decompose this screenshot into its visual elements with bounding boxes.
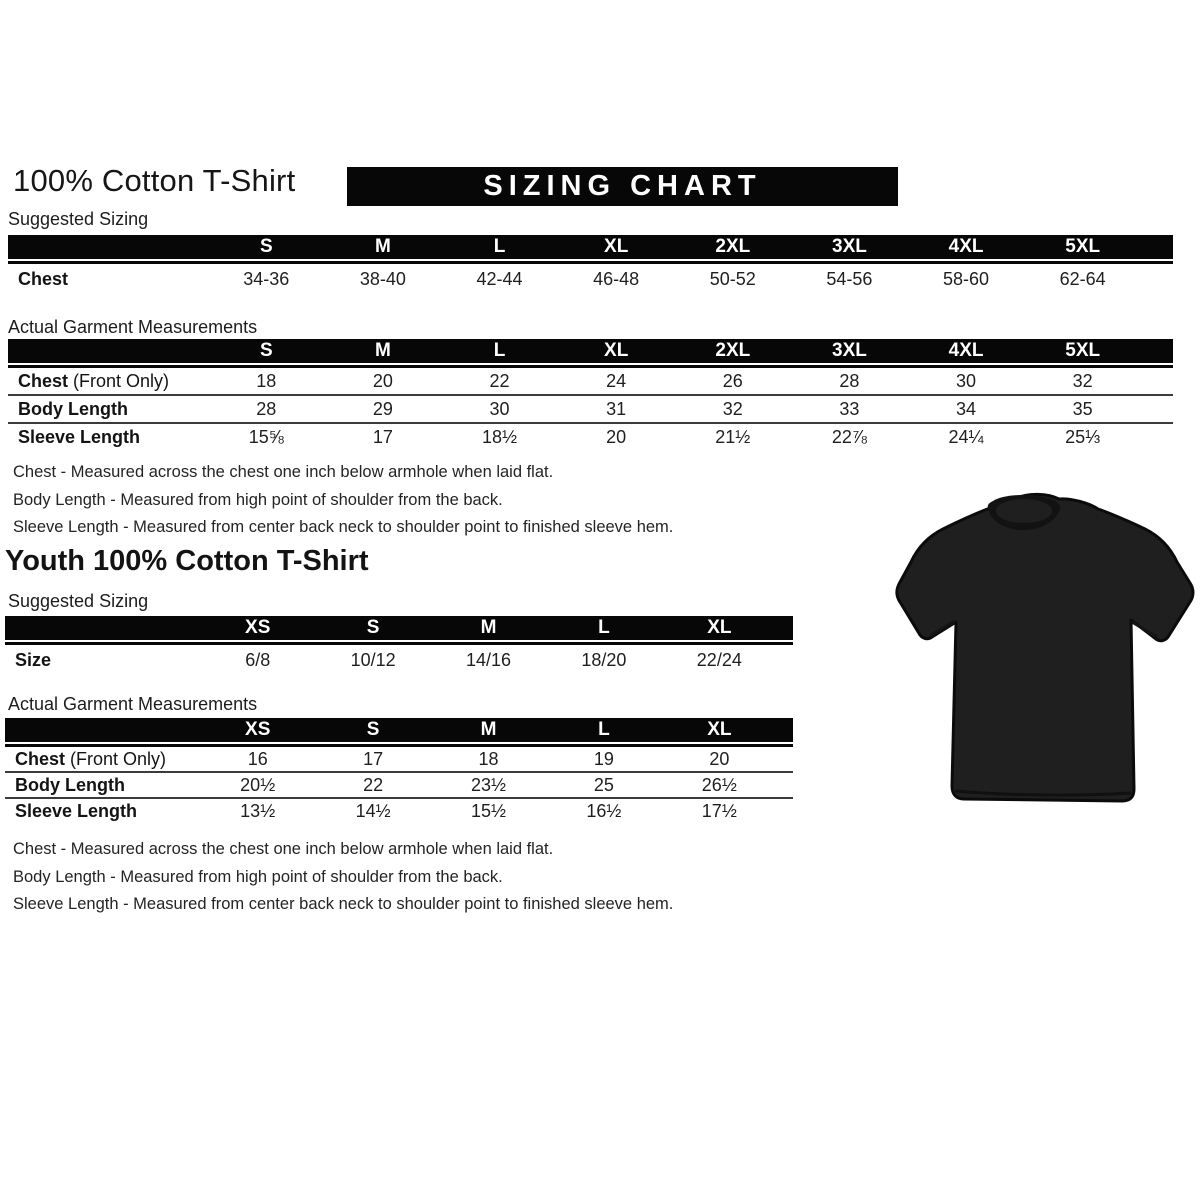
measurement-value: 62-64 — [1059, 269, 1106, 289]
youth-suggested-sizing-table — [5, 616, 793, 676]
measurement-value: 28 — [256, 398, 277, 419]
adult-suggested-sizing-label: Suggested Sizing — [8, 209, 149, 229]
size-column-header-xl: XL — [707, 617, 732, 638]
youth-note-body-length: Body Length - Measured from high point of shoulder from the back. — [13, 867, 503, 886]
tshirt-illustration — [893, 483, 1198, 813]
size-column-header-xs: XS — [245, 719, 271, 740]
measurement-value: 58-60 — [943, 269, 990, 289]
measurement-value: 14½ — [355, 800, 391, 821]
size-column-header-2xl: 2XL — [715, 236, 751, 257]
size-column-header-s: S — [259, 236, 273, 257]
adult-note-chest: Chest - Measured across the chest one inch below armhole when laid flat. — [13, 463, 554, 481]
measurement-value: 32 — [722, 398, 743, 419]
measurement-value: 14/16 — [465, 650, 512, 670]
youth-measurement-notes — [13, 836, 673, 919]
adult-garment-measurements-table — [8, 339, 1173, 450]
size-column-header-5xl: 5XL — [1065, 340, 1101, 361]
adult-measurement-notes — [13, 459, 673, 542]
measurement-row-chest — [5, 747, 793, 771]
measurement-value: 20 — [372, 370, 393, 391]
size-header-row — [8, 235, 1173, 259]
measurement-value: 28 — [839, 370, 860, 391]
measurement-value: 18 — [256, 370, 277, 391]
measurement-value: 20 — [709, 748, 730, 769]
measurement-value: 25⅓ — [1065, 426, 1101, 447]
measurement-value: 30 — [956, 370, 977, 391]
row-label: Chest — [18, 269, 69, 289]
measurement-value: 13½ — [240, 800, 276, 821]
size-column-header-xl: XL — [707, 719, 732, 740]
measurement-value: 23½ — [470, 774, 507, 795]
size-column-header-2xl: 2XL — [715, 340, 751, 361]
tshirt-collar-inner — [996, 499, 1052, 523]
measurement-value: 20½ — [240, 774, 276, 795]
row-label: Sleeve Length — [15, 800, 138, 821]
measurement-value: 17½ — [701, 800, 737, 821]
measurement-value: 30 — [489, 398, 510, 419]
size-column-header-l: L — [598, 719, 610, 740]
row-label: Body Length — [15, 774, 125, 795]
size-column-header-xl: XL — [604, 340, 629, 361]
size-header-row — [8, 339, 1173, 363]
size-header-row — [5, 616, 793, 640]
measurement-value: 29 — [372, 398, 393, 419]
page-title: 100% Cotton T-Shirt — [13, 163, 296, 198]
measurement-value: 20 — [606, 426, 627, 447]
size-column-header-s: S — [366, 617, 380, 638]
size-column-header-m: M — [480, 617, 497, 638]
youth-suggested-sizing-label: Suggested Sizing — [8, 591, 149, 611]
measurement-value: 16½ — [586, 800, 622, 821]
sizing-chart-banner-text: SIZING CHART — [483, 170, 762, 202]
size-column-header-m: M — [375, 340, 391, 361]
measurement-value: 24 — [606, 370, 627, 391]
size-column-header-l: L — [493, 236, 506, 257]
measurement-row-body-length — [8, 394, 1173, 422]
measurement-value: 15½ — [470, 800, 507, 821]
measurement-value: 18/20 — [581, 650, 627, 670]
measurement-value: 17 — [363, 748, 384, 769]
row-label: Body Length — [18, 398, 128, 419]
measurement-value: 10/12 — [350, 650, 396, 670]
youth-note-sleeve-length: Sleeve Length - Measured from center back neck to shoulder point to finished sleeve hem. — [13, 895, 674, 913]
size-column-header-s: S — [366, 719, 380, 740]
size-column-header-4xl: 4XL — [948, 340, 984, 361]
youth-section-title: Youth 100% Cotton T-Shirt — [5, 545, 369, 577]
size-column-header-xl: XL — [604, 236, 629, 257]
measurement-value: 17 — [372, 426, 393, 447]
adult-suggested-sizing-table — [8, 235, 1173, 295]
measurement-value: 34 — [956, 398, 977, 419]
measurement-row-body-length — [5, 771, 793, 797]
measurement-value: 16 — [247, 748, 268, 769]
measurement-row-sleeve-length — [5, 797, 793, 823]
measurement-value: 15⅝ — [248, 426, 284, 447]
size-column-header-m: M — [480, 719, 497, 740]
row-label: Chest (Front Only) — [18, 370, 170, 391]
size-column-header-3xl: 3XL — [832, 236, 867, 257]
measurement-value: 26 — [722, 370, 743, 391]
sizing-chart-banner — [347, 167, 898, 206]
row-label: Chest (Front Only) — [15, 748, 167, 769]
measurement-value: 33 — [839, 398, 860, 419]
measurement-value: 22⅞ — [831, 426, 867, 447]
measurement-row-sleeve-length — [8, 422, 1173, 450]
measurement-value: 32 — [1072, 370, 1093, 391]
row-label: Size — [15, 650, 52, 670]
size-column-header-l: L — [493, 340, 506, 361]
measurement-value: 18½ — [482, 426, 518, 447]
measurement-value: 31 — [606, 398, 627, 419]
size-column-header-m: M — [375, 236, 391, 257]
size-column-header-5xl: 5XL — [1065, 236, 1101, 257]
size-column-header-s: S — [259, 340, 273, 361]
measurement-value: 22/24 — [696, 650, 742, 670]
measurement-value: 22 — [363, 774, 384, 795]
measurement-value: 46-48 — [593, 269, 640, 289]
measurement-value: 25 — [593, 774, 614, 795]
adult-note-sleeve-length: Sleeve Length - Measured from center back neck to shoulder point to finished sleeve hem. — [13, 518, 674, 536]
tshirt-body-shape — [897, 494, 1193, 801]
measurement-value: 34-36 — [243, 269, 290, 289]
measurement-row-size — [5, 645, 793, 676]
black-tshirt-image — [893, 483, 1198, 813]
measurement-value: 22 — [489, 370, 510, 391]
measurement-value: 38-40 — [359, 269, 406, 289]
measurement-value: 21½ — [715, 426, 751, 447]
youth-garment-measurements-label: Actual Garment Measurements — [8, 694, 258, 714]
measurement-value: 26½ — [701, 774, 737, 795]
measurement-value: 35 — [1072, 398, 1093, 419]
measurement-value: 19 — [593, 748, 614, 769]
measurement-value: 18 — [478, 748, 499, 769]
measurement-value: 42-44 — [476, 269, 523, 289]
row-label: Sleeve Length — [18, 426, 141, 447]
adult-garment-measurements-label: Actual Garment Measurements — [8, 317, 258, 337]
youth-garment-measurements-table — [5, 718, 793, 823]
measurement-value: 54-56 — [826, 269, 873, 289]
size-column-header-xs: XS — [245, 617, 271, 638]
measurement-value: 6/8 — [245, 650, 271, 670]
measurement-value: 50-52 — [709, 269, 756, 289]
measurement-row-chest — [8, 264, 1173, 295]
size-column-header-l: L — [598, 617, 610, 638]
size-column-header-3xl: 3XL — [832, 340, 867, 361]
measurement-value: 24¼ — [948, 426, 984, 447]
youth-note-chest: Chest - Measured across the chest one inch below armhole when laid flat. — [13, 840, 554, 858]
measurement-row-chest — [8, 368, 1173, 394]
size-header-row — [5, 718, 793, 742]
adult-note-body-length: Body Length - Measured from high point of shoulder from the back. — [13, 490, 503, 509]
size-column-header-4xl: 4XL — [948, 236, 984, 257]
